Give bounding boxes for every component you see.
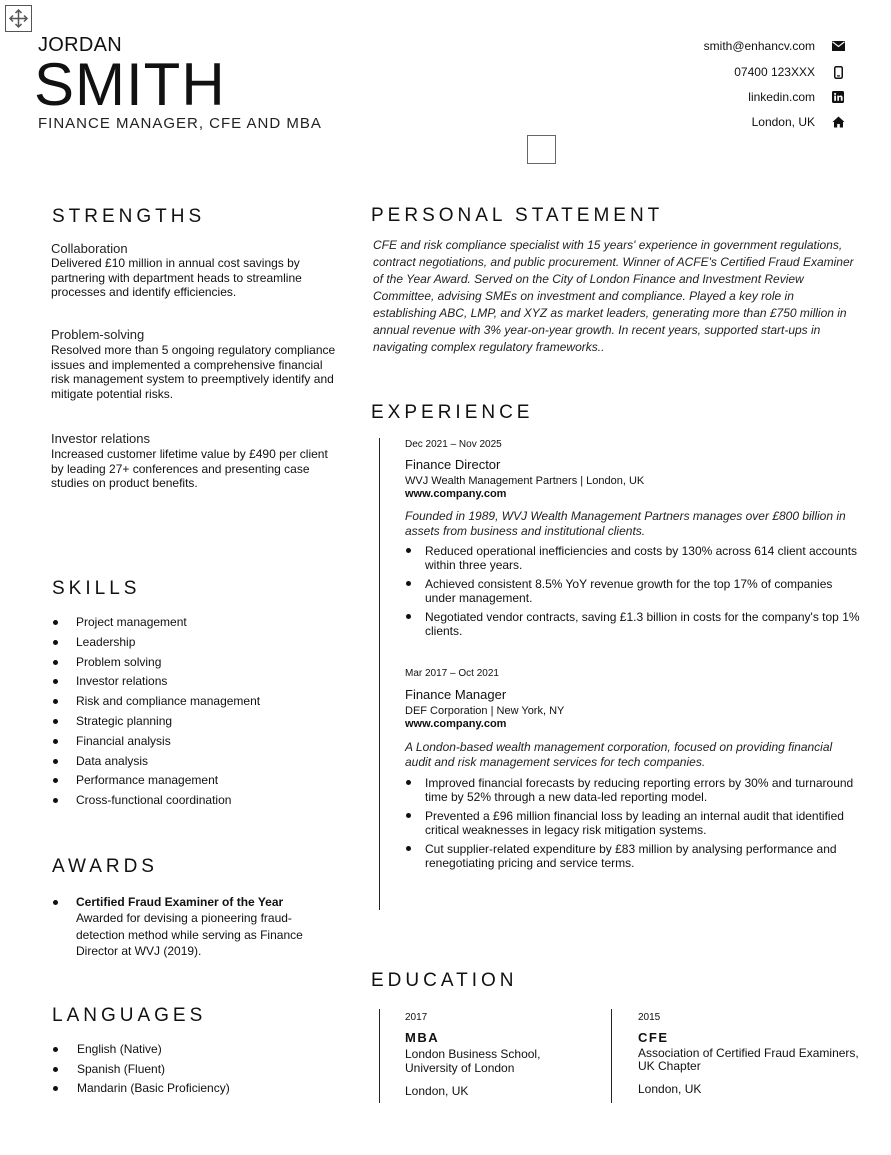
skill-item: Cross-functional coordination (52, 793, 332, 813)
move-handle-icon[interactable] (5, 5, 32, 32)
achievement-item: Improved financial forecasts by reducing reporting errors by 30% and turnaround time by 52% through a new data-led reporting model. (405, 776, 860, 804)
education-entry (638, 1012, 868, 1096)
contact-email[interactable] (625, 39, 845, 53)
strength-title: Problem-solving (51, 327, 145, 342)
education-school: London Business School, University of London (405, 1047, 541, 1075)
strength-item (51, 431, 341, 491)
skill-item: Leadership (52, 635, 332, 655)
awards-heading: AWARDS (52, 856, 158, 877)
award-title: Certified Fraud Examiner of the Year (76, 895, 284, 909)
strength-title: Collaboration (51, 241, 128, 256)
phone-text: 07400 123XXX (734, 65, 815, 79)
education-entry (405, 1012, 585, 1098)
job-description: Founded in 1989, WVJ Wealth Management Partners manages over £800 billion in assets from business and institutional clients. (405, 509, 846, 538)
job-role: Finance Manager (405, 687, 507, 702)
job-dates: Mar 2017 – Oct 2021 (405, 668, 499, 679)
first-name: JORDAN (38, 34, 123, 56)
skill-item: Data analysis (52, 754, 332, 774)
linkedin-text: linkedin.com (748, 90, 815, 104)
job-role: Finance Director (405, 457, 501, 472)
achievement-item: Cut supplier-related expenditure by £83 million by analysing performance and renegotiating pricing and service terms. (405, 842, 860, 870)
achievement-item: Prevented a £96 million financial loss by leading an internal audit that identified critical weaknesses in legacy risk mitigation systems. (405, 809, 860, 837)
skill-item: Project management (52, 615, 332, 635)
strength-text: Delivered £10 million in annual cost savings by partnering with department heads to streamline processes and identify efficiencies. (51, 256, 302, 299)
job-dates: Dec 2021 – Nov 2025 (405, 439, 502, 450)
email-text: smith@enhancv.com (703, 39, 815, 53)
strength-text: Resolved more than 5 ongoing regulatory compliance issues and implemented a comprehensive financial risk management system to preemptively identify and mitigate potential risks. (51, 343, 336, 401)
contact-location[interactable] (625, 115, 845, 129)
skill-item: Investor relations (52, 674, 332, 694)
strength-text: Increased customer lifetime value by £490 per client by leading 27+ conferences and presenting case studies on product benefits. (51, 447, 328, 490)
home-icon (831, 115, 845, 129)
job-website[interactable]: www.company.com (405, 488, 507, 500)
linkedin-icon (831, 90, 845, 104)
skill-item: Performance management (52, 773, 332, 793)
education-location: London, UK (405, 1084, 469, 1098)
job-achievements (405, 776, 860, 870)
education-school: Association of Certified Fraud Examiners, UK Chapter (638, 1046, 859, 1073)
education-line (379, 1009, 380, 1103)
education-year: 2017 (405, 1012, 428, 1023)
job-achievements (405, 544, 860, 638)
contact-linkedin[interactable] (625, 90, 845, 104)
language-item: Mandarin (Basic Proficiency) (52, 1081, 332, 1101)
education-location: London, UK (638, 1082, 702, 1096)
achievement-item: Achieved consistent 8.5% YoY revenue growth for the top 17% of companies under management. (405, 577, 860, 605)
awards-list (52, 895, 317, 960)
job-description: A London-based wealth management corporation, focused on providing financial audit and risk management services for tech companies. (405, 740, 833, 769)
location-text: London, UK (751, 115, 815, 129)
award-text: Awarded for devising a pioneering fraud-detection method while serving as Finance Director at WVJ (2019). (76, 911, 303, 958)
education-degree: MBA (405, 1030, 440, 1045)
envelope-icon (831, 39, 845, 53)
job-entry (405, 439, 860, 643)
skill-item: Problem solving (52, 655, 332, 675)
personal-statement-text: CFE and risk compliance specialist with 15 years' experience in government regulations, contract negotiations, and public procurement. Winner of ACFE's Certified Fraud Examiner of the Year Award. Served on the City of London Finance and Investment Review Committee, advising SMEs on investment and compliance. Played a key role in establishing ABC, LMP, and XYZ as market leaders, generating more than £750 million in annual revenue with 3% year-on-year growth. In recent years, supported start-ups in navigating complex regulatory frameworks.. (373, 238, 854, 354)
achievement-item: Reduced operational inefficiencies and costs by 130% across 614 client accounts within three years. (405, 544, 860, 572)
education-line (611, 1009, 612, 1103)
languages-heading: LANGUAGES (52, 1005, 207, 1026)
strength-item (51, 241, 341, 300)
skills-heading: SKILLS (52, 578, 141, 599)
skills-list (52, 615, 332, 813)
skill-item: Risk and compliance management (52, 694, 332, 714)
award-item (52, 895, 317, 960)
job-company: WVJ Wealth Management Partners | London, UK (405, 475, 645, 487)
achievement-item: Negotiated vendor contracts, saving £1.3 billion in costs for the company's top 1% clients. (405, 610, 860, 638)
mobile-phone-icon (831, 65, 845, 79)
empty-photo-placeholder[interactable] (527, 135, 556, 164)
skill-item: Strategic planning (52, 714, 332, 734)
languages-list (52, 1042, 332, 1101)
education-heading: EDUCATION (371, 970, 518, 991)
skill-item: Financial analysis (52, 734, 332, 754)
job-company: DEF Corporation | New York, NY (405, 705, 565, 717)
job-website[interactable]: www.company.com (405, 718, 507, 730)
bullet-dot (53, 900, 58, 905)
contact-phone[interactable] (625, 65, 845, 79)
timeline-line (379, 438, 380, 910)
language-item: English (Native) (52, 1042, 332, 1062)
job-entry (405, 668, 860, 875)
language-item: Spanish (Fluent) (52, 1062, 332, 1082)
strength-item (51, 327, 341, 401)
job-title: FINANCE MANAGER, CFE AND MBA (38, 115, 322, 132)
strengths-heading: STRENGTHS (52, 206, 206, 227)
education-year: 2015 (638, 1012, 661, 1023)
strength-title: Investor relations (51, 431, 150, 446)
experience-heading: EXPERIENCE (371, 402, 534, 423)
last-name: SMITH (34, 51, 226, 118)
education-degree: CFE (638, 1030, 669, 1045)
personal-statement-heading: PERSONAL STATEMENT (371, 205, 664, 226)
